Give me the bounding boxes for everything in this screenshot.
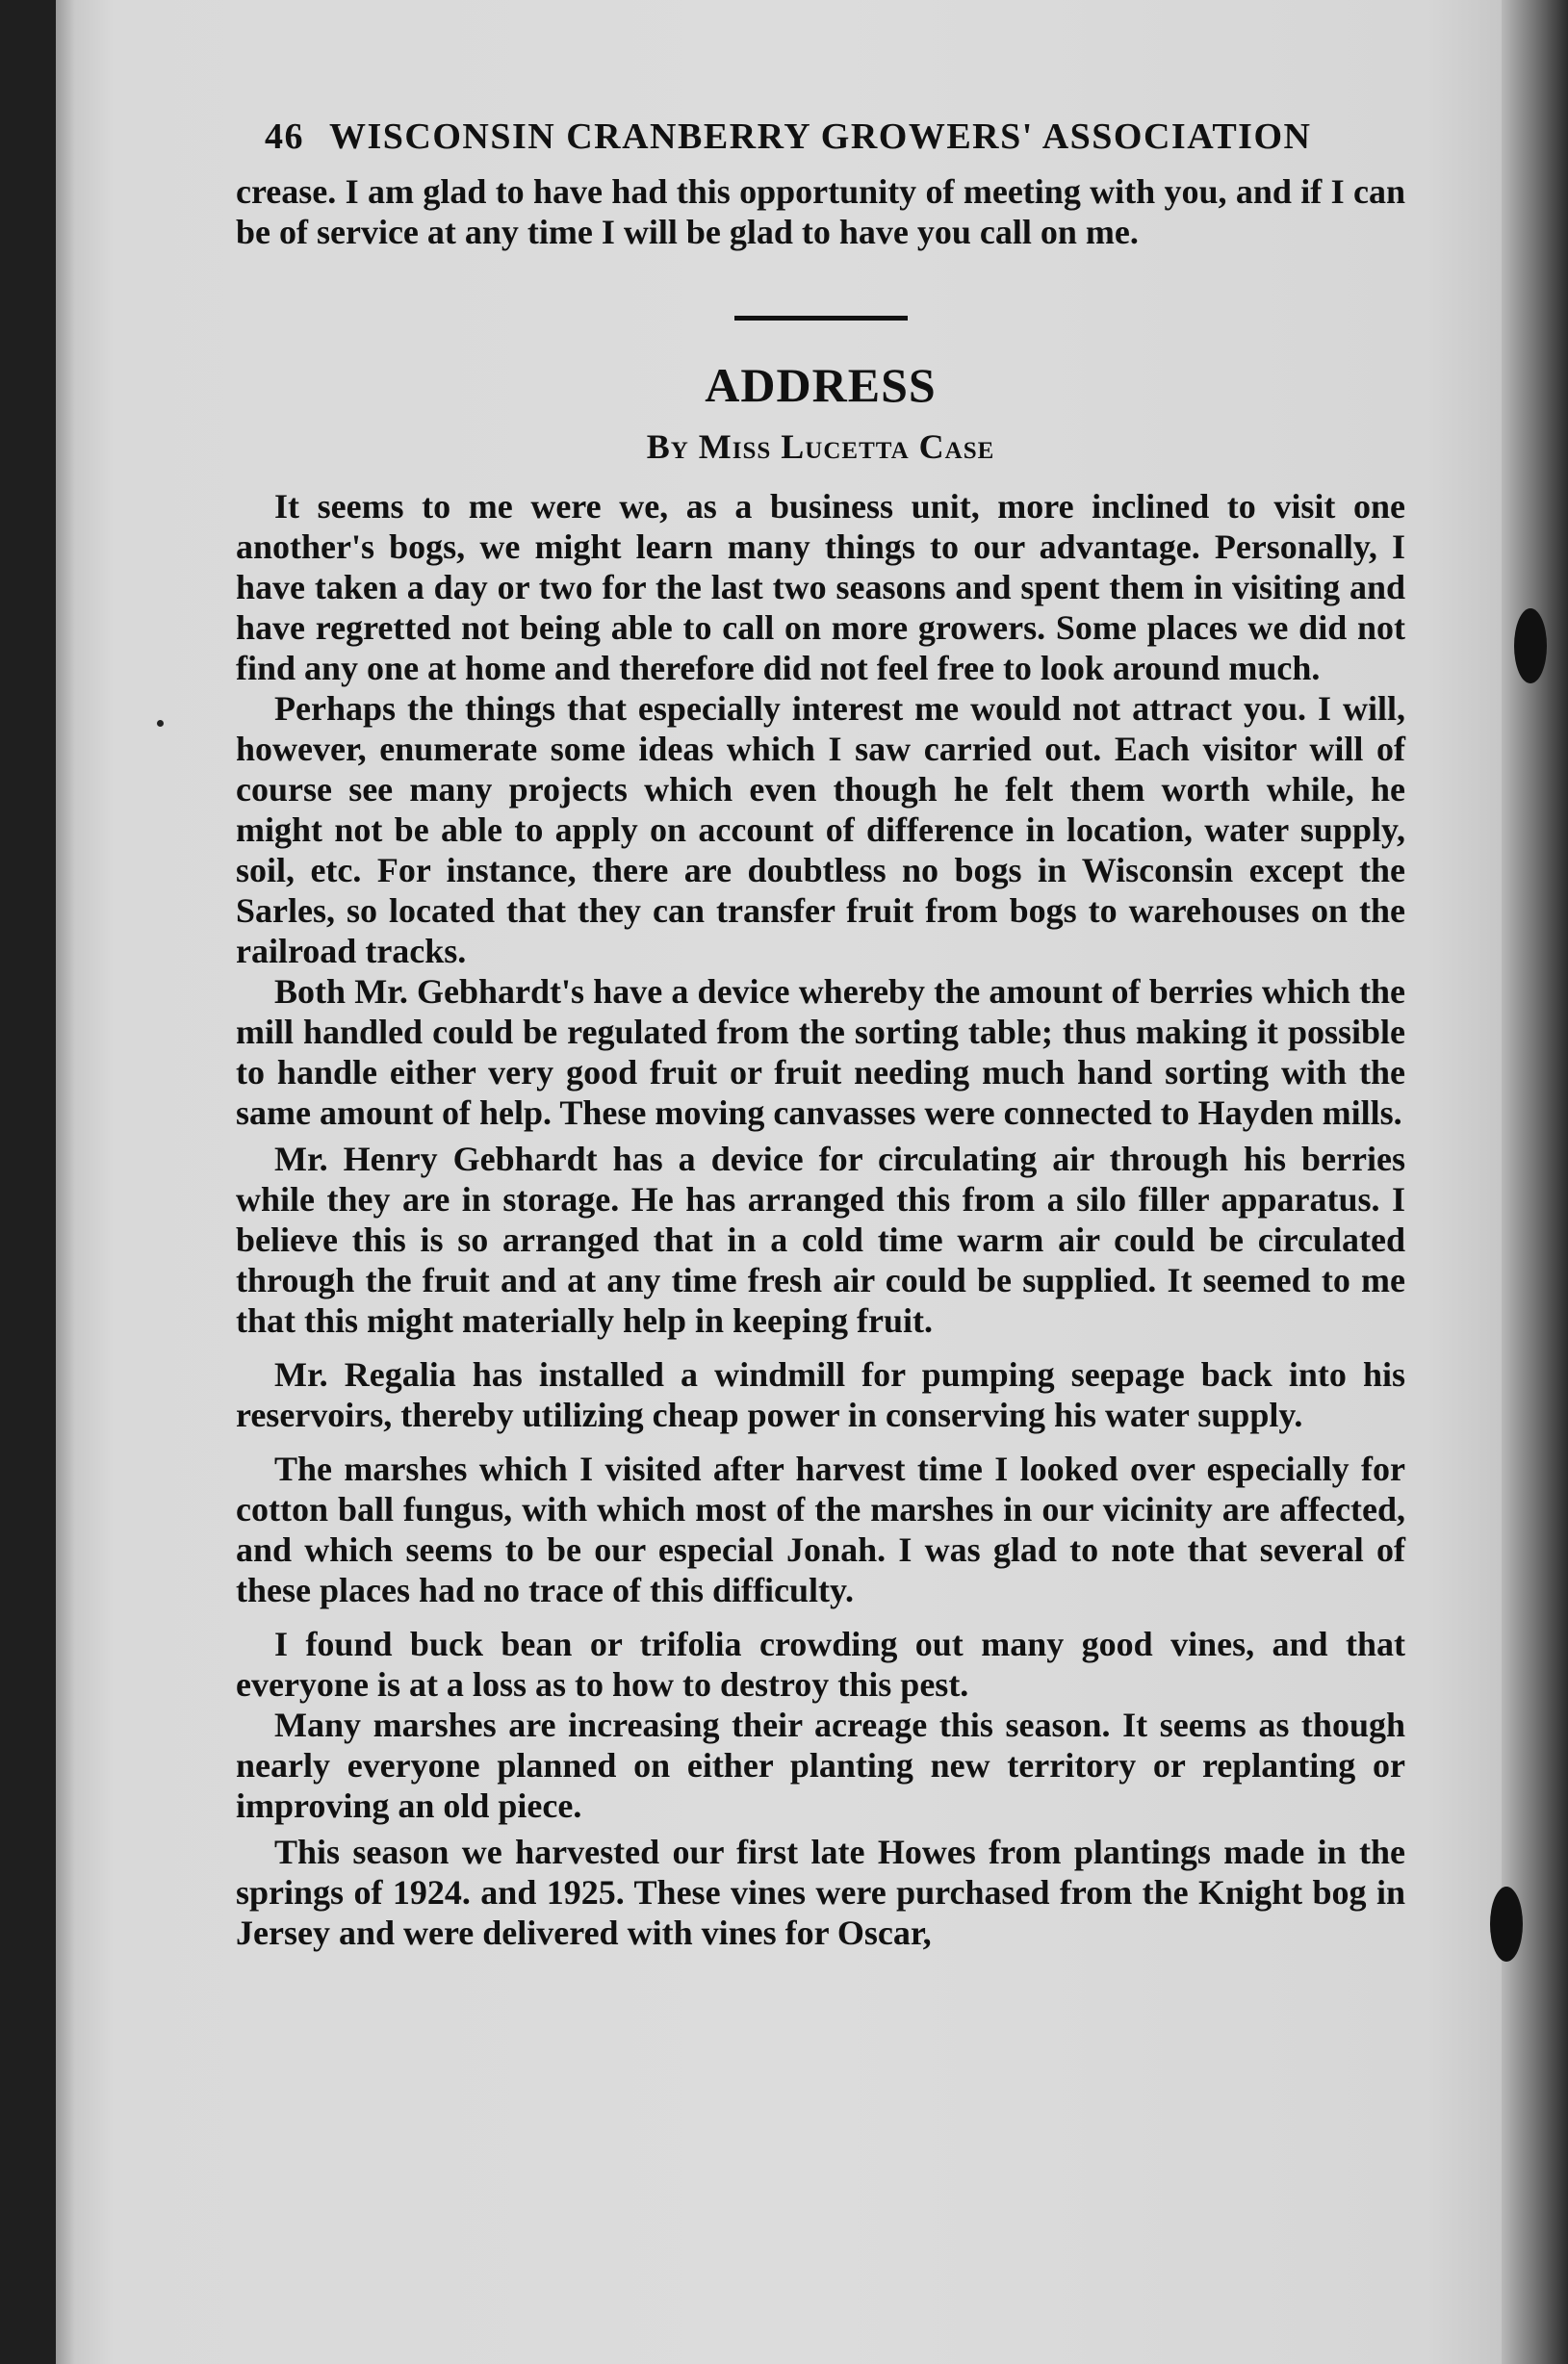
ink-speck — [157, 720, 164, 727]
punch-hole-icon — [1490, 1887, 1523, 1962]
article-title: ADDRESS — [705, 358, 937, 412]
body-paragraph: Both Mr. Gebhardt's have a device whereby the amount of berries which the mill handled could be regulated from the sorting table; thus making it possible to handle either very good fruit or fruit needing much hand sorting with the same amount of help. These moving canvasses were connected to Hayden mills. — [236, 972, 1405, 1132]
running-header — [265, 116, 1405, 158]
page-text — [236, 116, 1405, 1953]
body-paragraph: I found buck bean or trifolia crowding out many good vines, and that everyone is at a loss as to how to destroy this pest. — [236, 1625, 1405, 1704]
punch-hole-icon — [1514, 608, 1547, 683]
page-number: 46 — [265, 116, 304, 157]
body-paragraph: Mr. Regalia has installed a windmill for pumping seepage back into his reservoirs, thereby utilizing cheap power in conserving his water supply. — [236, 1355, 1405, 1434]
section-divider — [734, 316, 908, 321]
body-paragraph: Perhaps the things that especially interest me would not attract you. I will, however, enumerate some ideas which I saw carried out. Each visitor will of course see many projects which even though he felt them worth while, he might not be able to apply on account of difference in location, water supply, soil, etc. For instance, there are doubtless no bogs in Wisconsin except the Sarles, so located that they can transfer fruit from bogs to warehouses on the railroad tracks. — [236, 689, 1405, 970]
body-paragraph: Mr. Henry Gebhardt has a device for circulating air through his berries while they are in storage. He has arranged this from a silo filler apparatus. I believe this is so arranged that in a cold time warm air could be circulated through the fruit and at any time fresh air could be supplied. It seemed to me that this might materially help in keeping fruit. — [236, 1140, 1405, 1340]
body-paragraph: Many marshes are increasing their acreage this season. It seems as though nearly everyone planned on either planting new territory or replanting or improving an old piece. — [236, 1706, 1405, 1825]
body-paragraph: The marshes which I visited after harvest time I looked over especially for cotton ball fungus, with which most of the marshes in our vicinity are affected, and which seems to be our especial Jonah. I was glad to note that several of these places had no trace of this difficulty. — [236, 1450, 1405, 1609]
running-title: WISCONSIN CRANBERRY GROWERS' ASSOCIATION — [329, 116, 1312, 157]
page-edge-shadow — [1502, 0, 1568, 2364]
article-byline: By Miss Lucetta Case — [646, 427, 995, 466]
body-paragraph: It seems to me were we, as a business unit, more inclined to visit one another's bogs, we might learn many things to our advantage. Personally, I have taken a day or two for the last two seasons and spent them in visiting and have regretted not being able to call on more growers. Some places we did not find any one at home and therefore did not feel free to look around much. — [236, 487, 1405, 687]
intro-paragraph: crease. I am glad to have had this opportunity of meeting with you, and if I can be of service at any time I will be glad to have you call on me. — [236, 172, 1405, 251]
body-paragraph: This season we harvested our first late Howes from plantings made in the springs of 1924. and 1925. These vines were purchased from the Knight bog in Jersey and were delivered with vines for Oscar, — [236, 1833, 1405, 1952]
